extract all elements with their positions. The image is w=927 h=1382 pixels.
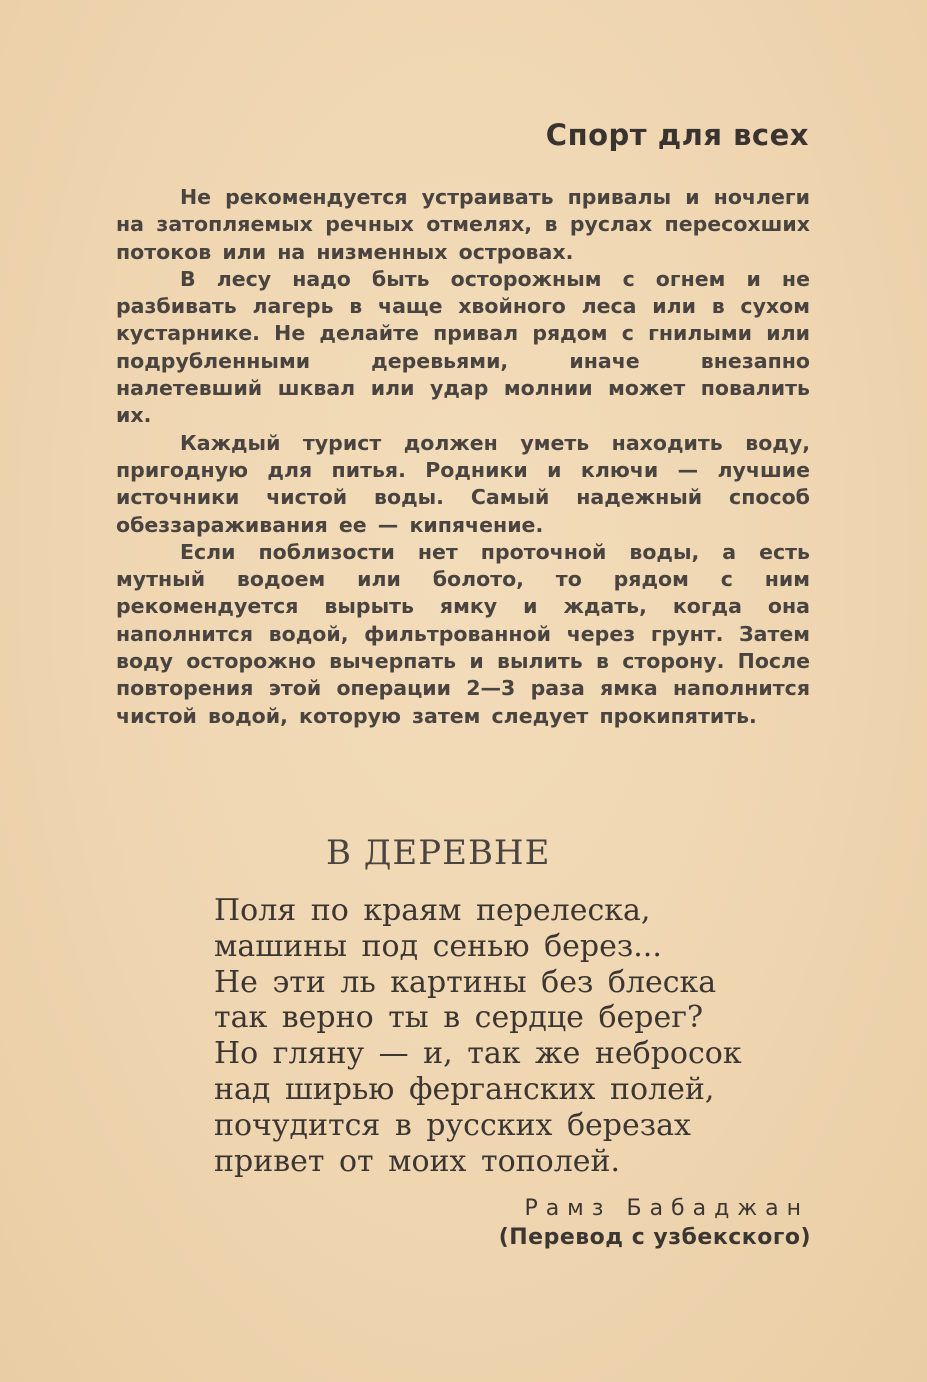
poem-line: над ширью ферганских полей, bbox=[214, 1071, 715, 1107]
paragraph: Каждый турист должен уметь находить воду, пригодную для питья. Родники и ключи — лучшие источники чистой воды. Самый надежный способ обеззараживания ее — кипячение. bbox=[116, 430, 810, 537]
paragraph: Не рекомендуется устраивать привалы и ночлеги на затопляемых речных отмелях, в руслах пересохших потоков или на низменных островах. bbox=[116, 185, 810, 264]
poem-title: В ДЕРЕВНЕ bbox=[326, 833, 551, 873]
poem-line: Но гляну — и, так же небросок bbox=[214, 1036, 742, 1072]
paragraph: В лесу надо быть осторожным с огнем и не разбивать лагерь в чаще хвойного леса или в сухом кустарнике. Не делайте привал рядом с гнилыми или подрубленными деревьями, иначе внезапно налетевший шквал или удар молнии может повалить их. bbox=[116, 266, 810, 428]
poem-line: почудится в русских березах bbox=[214, 1107, 691, 1143]
poem-line: Не эти ль картины без блеска bbox=[214, 964, 717, 1000]
poem-line: Поля по краям перелеска, bbox=[214, 893, 651, 928]
running-header: Спорт для всех bbox=[545, 118, 809, 152]
poem-author: Рамз Бабаджан bbox=[524, 1196, 809, 1221]
poem-line: привет от моих тополей. bbox=[214, 1143, 621, 1179]
poem-line: машины под сенью берез... bbox=[214, 928, 662, 964]
translation-note: (Перевод с узбекского) bbox=[498, 1225, 811, 1250]
paragraph: Если поблизости нет проточной воды, а есть мутный водоем или болото, то рядом с ним рекомендуется вырыть ямку и ждать, когда она наполнится водой, фильтрованной через грунт. Затем воду осторожно вычерпать и вылить в сторону. После повторения этой операции 2—3 раза ямка наполнится чистой водой, которую затем следует прокипятить. bbox=[116, 539, 810, 728]
poem-line: так верно ты в сердце берег? bbox=[214, 1000, 704, 1036]
poem-body bbox=[214, 893, 814, 1179]
article-text bbox=[116, 184, 810, 730]
